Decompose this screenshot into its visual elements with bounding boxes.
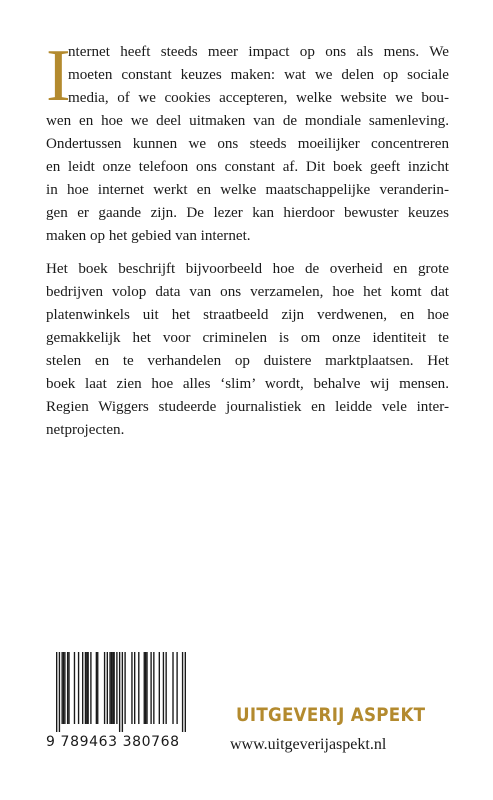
text-line: netprojecten.: [46, 422, 125, 438]
barcode-bar: [134, 652, 135, 724]
barcode-bar: [64, 652, 65, 724]
barcode-bar: [87, 652, 88, 724]
barcode-bar: [113, 652, 114, 724]
barcode-bar: [97, 652, 98, 724]
barcode-bar: [74, 652, 75, 724]
barcode-bar: [145, 652, 146, 724]
barcode-bar: [163, 652, 164, 724]
text-line: Het boek beschrijft bijvoorbeeld hoe de overheid en grote: [46, 261, 449, 277]
text-line: bedrijven volop data van ons verzamelen, hoe het komt dat: [46, 284, 449, 300]
text-line: nternet heeft steeds meer impact op ons als mens. We: [68, 44, 449, 60]
barcode-bar: [96, 652, 97, 724]
barcode-bar: [124, 652, 125, 724]
isbn-number: 9 789463 380768: [46, 734, 180, 750]
barcode-bar: [107, 652, 108, 724]
barcode-bar: [185, 652, 186, 732]
barcode-bar: [119, 652, 120, 732]
paragraph-intro: [46, 35, 449, 248]
barcode-bar: [172, 652, 173, 724]
barcode-bar: [182, 652, 183, 732]
barcode-bar: [59, 652, 60, 732]
barcode-bar: [176, 652, 177, 724]
text-line: en leidt onze telefoon ons constant af. Dit boek geeft inzicht: [46, 159, 449, 175]
barcode-bar: [144, 652, 145, 724]
text-line: stelen en te verhandelen op duistere marktplaatsen. Het: [46, 353, 449, 369]
barcode-bar: [116, 652, 117, 724]
barcode-bar: [78, 652, 79, 724]
barcode-bar: [159, 652, 160, 724]
text-line: gen er gaande zijn. De lezer kan hierdoor bewuster keuzes: [46, 205, 449, 221]
barcode-bar: [150, 652, 151, 724]
barcode-bar: [165, 652, 166, 724]
barcode-bar: [56, 652, 57, 732]
paragraph-details: [46, 258, 449, 442]
barcode-bar: [109, 652, 110, 724]
barcode-bar: [122, 652, 123, 732]
barcode-bar: [86, 652, 87, 724]
text-line: moeten constant keuzes maken: wat we delen op sociale: [68, 67, 449, 83]
barcode-bar: [104, 652, 105, 724]
barcode-bar: [61, 652, 62, 724]
publisher-website: www.uitgeverijaspekt.nl: [230, 736, 387, 753]
text-line: boek laat zien hoe alles ‘slim’ wordt, behalve wij mensen.: [46, 376, 449, 392]
barcode-bars: [56, 652, 186, 732]
text-line: Regien Wiggers studeerde journalistiek en leidde vele inter-: [46, 399, 449, 415]
text-line: gemakkelijk het voor criminelen is om onze identiteit te: [46, 330, 449, 346]
barcode-bar: [67, 652, 68, 724]
barcode-bar: [85, 652, 86, 724]
barcode-bar: [131, 652, 132, 724]
text-line: maken op het gebied van internet.: [46, 228, 251, 244]
barcode-bar: [90, 652, 91, 724]
text-line: platenwinkels uit het straatbeeld zijn verdwenen, en hoe: [46, 307, 449, 323]
barcode-bar: [82, 652, 83, 724]
barcode: [46, 652, 196, 752]
barcode-bar: [63, 652, 64, 724]
barcode-bar: [138, 652, 139, 724]
text-line: media, of we cookies accepteren, welke website we bou-: [68, 90, 449, 106]
barcode-bar: [68, 652, 69, 724]
text-line: wen en hoe we deel uitmaken van de mondiale samenleving.: [46, 113, 449, 129]
barcode-bar: [111, 652, 112, 724]
barcode-bar: [112, 652, 113, 724]
barcode-bar: [153, 652, 154, 724]
text-line: Ondertussen kunnen we ons steeds moeilijker concentreren: [46, 136, 449, 152]
drop-cap: I: [46, 35, 71, 117]
barcode-bar: [146, 652, 147, 724]
publisher-logo: UITGEVERIJ ASPEKT: [236, 704, 426, 726]
text-line: in hoe internet werkt en welke maatschappelijke veranderin-: [46, 182, 449, 198]
